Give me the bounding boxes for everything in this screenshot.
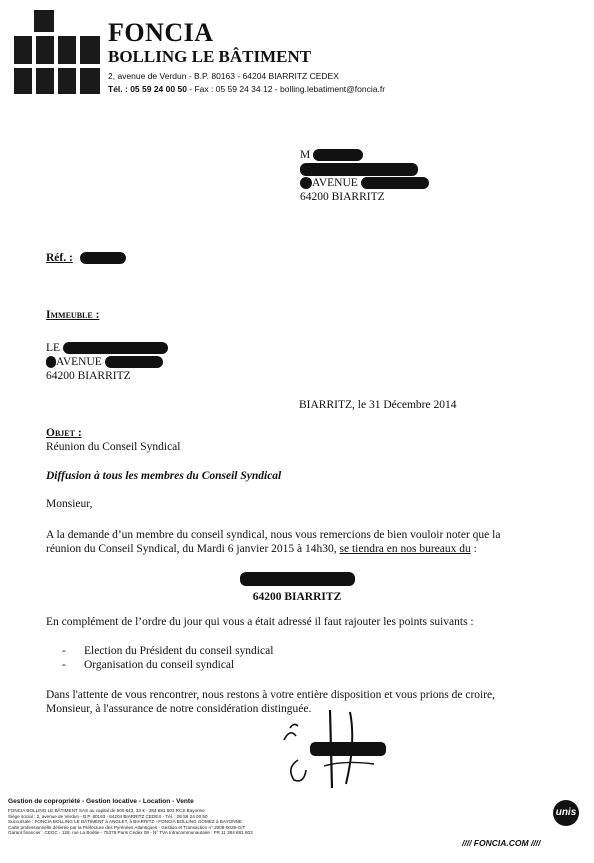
redaction [105,356,163,368]
recipient-city: 64200 BIARRITZ [300,191,385,203]
legal-line: Siège social : 2, avenue de Verdun - B.P. 80163 - 64204 BIARRITZ CEDEX - Tél. : 05 59 24 00 50 [8,813,208,819]
reference-line [46,251,126,265]
redaction [240,572,355,586]
body-line: A la demande d’un membre du conseil syndical, nous vous remercions de bien vouloir noter que la [46,529,501,541]
recipient-title: M [300,149,311,161]
redaction [80,252,126,264]
footer-activities: Gestion de copropriété - Gestion locative - Location - Vente [8,798,194,805]
body-paragraph-2: En complément de l’ordre du jour qui vous a était adressé il faut rajouter les points suivants : [46,616,474,628]
objet-value: Réunion du Conseil Syndical [46,441,181,453]
redaction [46,356,56,368]
list-item-text: Election du Président du conseil syndical [84,645,274,657]
closing-line: Monsieur, à l'assurance de notre considération distinguée. [46,703,312,715]
redaction [313,149,363,161]
company-contact [108,84,385,94]
unis-logo [553,800,579,826]
diffusion-note: Diffusion à tous les membres du Conseil Syndical [46,470,282,482]
legal-line: Succursale : FONCIA BOLLING LE BÂTIMENT à ANGLET, à BIARRITZ - FONCIA BOLLING GOMEZ à BAYONNE [8,819,242,825]
signature [270,700,390,790]
redaction [300,163,418,176]
venue-city: 64200 BIARRITZ [252,591,342,603]
legal-line: Garant financier : CEGC - 128, rue La Boétie - 75378 Paris Cedex 08 - N° TVA Intracommunautaire : FR 11 384 681 603 [8,830,253,836]
foncia-logo [14,10,104,98]
website: //// FONCIA.COM //// [462,838,541,848]
redaction [300,177,312,189]
immeuble-name: LE [46,342,61,354]
body-line: réunion du Conseil Syndical, du Mardi 6 janvier 2015 à 14h30, [46,543,340,555]
immeuble-city: 64200 BIARRITZ [46,370,131,382]
body-paragraph-1 [46,528,556,556]
objet-label: Objet : [46,427,82,439]
legal-line: Carte professionnelle délivrée par la Préfecture des Pyrénées Atlantiques - Gestion et Transaction n° 2008-0028-G/T [8,824,246,830]
company-name: FONCIA [108,18,214,47]
company-fax-email: - Fax : 05 59 24 34 12 - bolling.lebatiment@foncia.fr [186,84,386,94]
date-place: BIARRITZ, le 31 Décembre 2014 [299,399,457,411]
recipient-street: AVENUE [312,177,358,189]
immeuble-label: Immeuble : [46,309,100,321]
unis-logo-text: unis [555,807,577,818]
company-subsidiary: BOLLING LE BÂTIMENT [108,47,312,66]
immeuble-block [46,341,168,383]
closing-line: Dans l'attente de vous rencontrer, nous restons à votre entière disposition et vous prions de croire, [46,689,496,701]
footer-legal [8,808,253,836]
reference-label: Réf. : [46,252,73,264]
bullet-list [62,644,273,672]
redaction [361,177,429,189]
list-item: - Organisation du conseil syndical [62,659,235,671]
company-address: 2, avenue de Verdun - B.P. 80163 - 64204 BIARRITZ CEDEX [108,71,339,81]
body-line-end: : [470,543,477,555]
list-item-text: Organisation du conseil syndical [84,659,235,671]
salutation: Monsieur, [46,498,93,510]
redaction [63,342,168,354]
company-phone: Tél. : 05 59 24 00 50 [108,84,187,94]
immeuble-street: AVENUE [56,356,102,368]
list-item: - Election du Président du conseil syndical [62,645,274,657]
recipient-block [300,148,429,204]
legal-line: FONCIA BOLLING LE BÂTIMENT SAS au capital de 500 843, 33 € - 384 681 603 RCS Bayonne [8,808,205,813]
body-underlined: se tiendra en nos bureaux du [339,543,471,555]
venue-block [0,570,594,604]
